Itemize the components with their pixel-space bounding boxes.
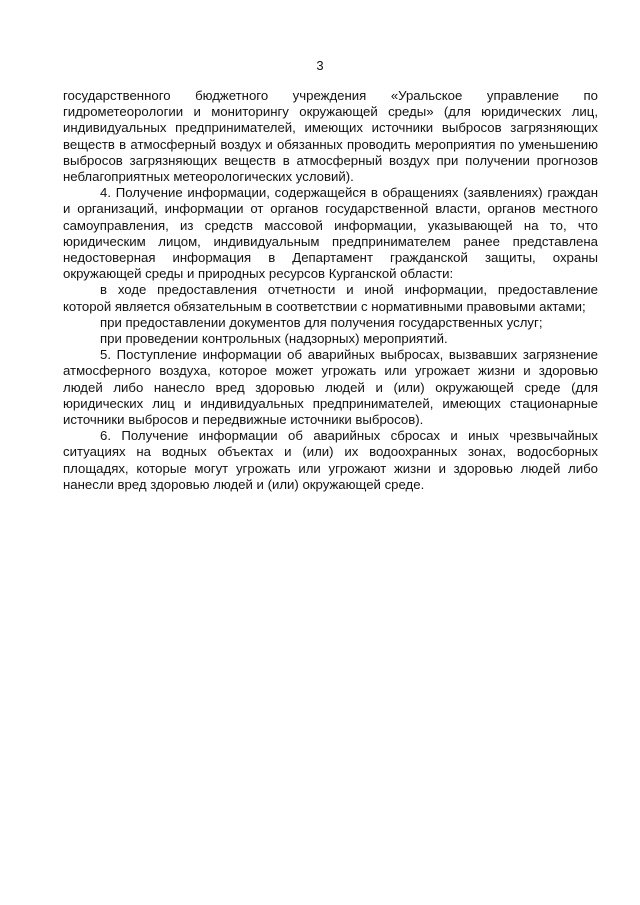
paragraph-subitem-reporting: в ходе предоставления отчетности и иной информации, предоставление которой является обязательным в соответствии с нормативными правовыми актами; <box>63 282 598 314</box>
paragraph-continuation: государственного бюджетного учреждения «Уральское управление по гидрометеорологии и мониторингу окружающей среды» (для юридических лиц, индивидуальных предпринимателей, имеющих источники выбросов загрязняющих веществ в атмосферный воздух и обязанных проводить мероприятия по уменьшению выбросов загрязняющих веществ в атмосферный воздух при получении прогнозов неблагоприятных метеорологических условий). <box>63 88 598 185</box>
paragraph-item-6: 6. Получение информации об аварийных сбросах и иных чрезвычайных ситуациях на водных объектах и (или) их водоохранных зонах, водосборных площадях, которые могут угрожать или угрожают жизни и здоровью людей либо нанесли вред здоровью людей и (или) окружающей среде. <box>63 428 598 492</box>
paragraph-item-4: 4. Получение информации, содержащейся в обращениях (заявлениях) граждан и организаций, информации от органов государственной власти, органов местного самоуправления, из средств массовой информации, указывающей на то, что юридическим лицом, индивидуальным предпринимателем ранее представлена недостоверная информация в Департамент гражданской защиты, охраны окружающей среды и природных ресурсов Курганской области: <box>63 185 598 282</box>
paragraph-subitem-control-measures: при проведении контрольных (надзорных) мероприятий. <box>100 331 448 347</box>
paragraph-subitem-state-services: при предоставлении документов для получения государственных услуг; <box>100 314 543 330</box>
paragraph-item-5: 5. Поступление информации об аварийных выбросах, вызвавших загрязнение атмосферного воздуха, которое может угрожать или угрожает жизни и здоровью людей либо нанесло вред здоровью людей и (или) окружающей среде (для юридических лиц и индивидуальных предпринимателей, имеющих стационарные источники выбросов и передвижные источники выбросов). <box>63 347 598 428</box>
document-body <box>63 88 598 493</box>
page-number: 3 <box>316 58 324 73</box>
